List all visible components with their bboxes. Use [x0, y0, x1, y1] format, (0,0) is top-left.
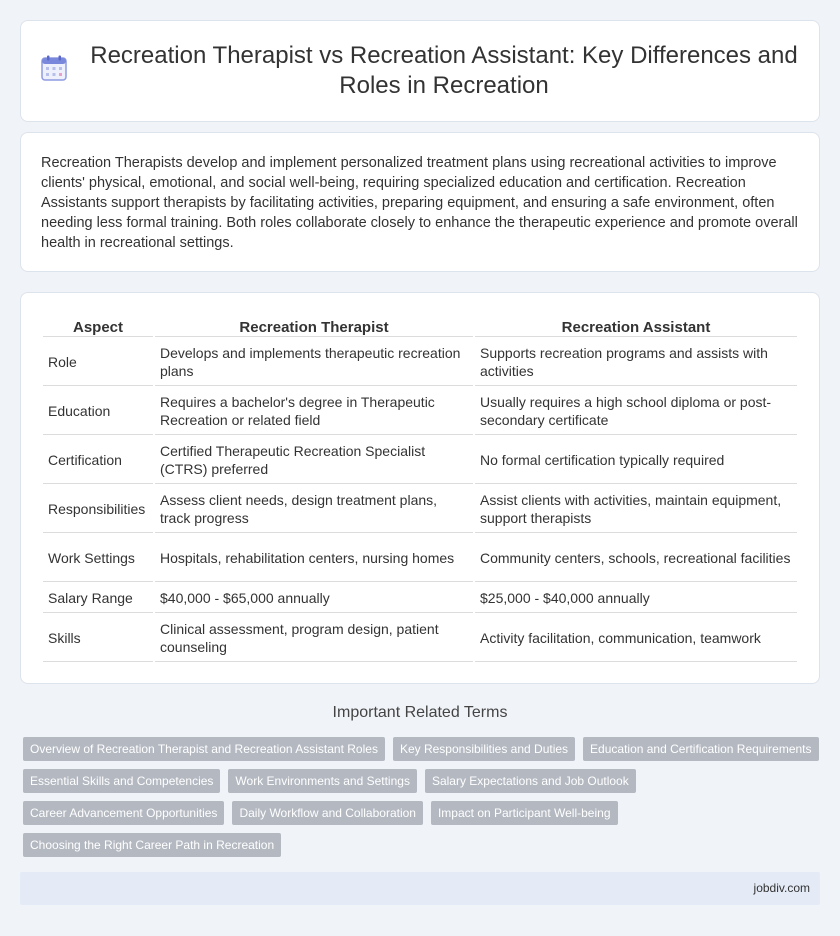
table-row — [43, 535, 797, 582]
related-term-tag[interactable]: Education and Certification Requirements — [583, 737, 818, 761]
assistant-cell: $25,000 - $40,000 annually — [475, 584, 797, 613]
assistant-cell: Assist clients with activities, maintain equipment, support therapists — [475, 486, 797, 533]
table-row — [43, 584, 797, 613]
therapist-cell: Requires a bachelor's degree in Therapeutic Recreation or related field — [155, 388, 473, 435]
related-term-tag[interactable]: Impact on Participant Well-being — [431, 801, 618, 825]
related-term-tag[interactable]: Daily Workflow and Collaboration — [232, 801, 423, 825]
column-header-aspect: Aspect — [43, 315, 153, 337]
related-term-tag[interactable]: Work Environments and Settings — [228, 769, 417, 793]
related-term-tag[interactable]: Career Advancement Opportunities — [23, 801, 224, 825]
aspect-cell: Skills — [43, 615, 153, 662]
table-row — [43, 437, 797, 484]
column-header-assistant: Recreation Assistant — [475, 315, 797, 337]
aspect-cell: Responsibilities — [43, 486, 153, 533]
related-term-tag[interactable]: Salary Expectations and Job Outlook — [425, 769, 636, 793]
table-row — [43, 339, 797, 386]
therapist-cell: Assess client needs, design treatment plans, track progress — [155, 486, 473, 533]
column-header-therapist: Recreation Therapist — [155, 315, 473, 337]
footer — [20, 872, 820, 905]
aspect-cell: Salary Range — [43, 584, 153, 613]
page-title: Recreation Therapist vs Recreation Assistant: Key Differences and Roles in Recreation — [90, 42, 798, 99]
table-row — [43, 615, 797, 662]
table-header-row — [43, 315, 797, 337]
related-term-tag[interactable]: Key Responsibilities and Duties — [393, 737, 575, 761]
intro-paragraph: Recreation Therapists develop and implement personalized treatment plans using recreational activities to improve clients' physical, emotional, and social well-being, requiring specialized education and certification. Recreation Assistants support therapists by facilitating activities, preparing equipment, and ensuring a safe environment, often needing less formal training. Both roles collaborate closely to enhance the therapeutic experience and promote overall health in recreational settings. — [41, 155, 798, 251]
assistant-cell: No formal certification typically required — [475, 437, 797, 484]
assistant-cell: Activity facilitation, communication, teamwork — [475, 615, 797, 662]
therapist-cell: Certified Therapeutic Recreation Specialist (CTRS) preferred — [155, 437, 473, 484]
aspect-cell: Role — [43, 339, 153, 386]
therapist-cell: Develops and implements therapeutic recreation plans — [155, 339, 473, 386]
comparison-table — [41, 313, 799, 664]
comparison-card — [20, 292, 820, 684]
related-terms-list — [23, 737, 823, 865]
table-row — [43, 388, 797, 435]
therapist-cell: Clinical assessment, program design, patient counseling — [155, 615, 473, 662]
aspect-cell: Education — [43, 388, 153, 435]
related-term-tag[interactable]: Essential Skills and Competencies — [23, 769, 220, 793]
aspect-cell: Certification — [43, 437, 153, 484]
intro-card — [20, 132, 820, 272]
therapist-cell: $40,000 - $65,000 annually — [155, 584, 473, 613]
assistant-cell: Community centers, schools, recreational facilities — [475, 535, 797, 582]
assistant-cell: Usually requires a high school diploma or post-secondary certificate — [475, 388, 797, 435]
related-term-tag[interactable]: Overview of Recreation Therapist and Recreation Assistant Roles — [23, 737, 385, 761]
footer-site-link[interactable]: jobdiv.com — [753, 881, 810, 895]
calendar-icon — [41, 55, 67, 81]
aspect-cell: Work Settings — [43, 535, 153, 582]
therapist-cell: Hospitals, rehabilitation centers, nursing homes — [155, 535, 473, 582]
assistant-cell: Supports recreation programs and assists with activities — [475, 339, 797, 386]
related-terms-title: Important Related Terms — [332, 704, 508, 721]
table-row — [43, 486, 797, 533]
header-card — [20, 20, 820, 122]
related-term-tag[interactable]: Choosing the Right Career Path in Recreation — [23, 833, 281, 857]
